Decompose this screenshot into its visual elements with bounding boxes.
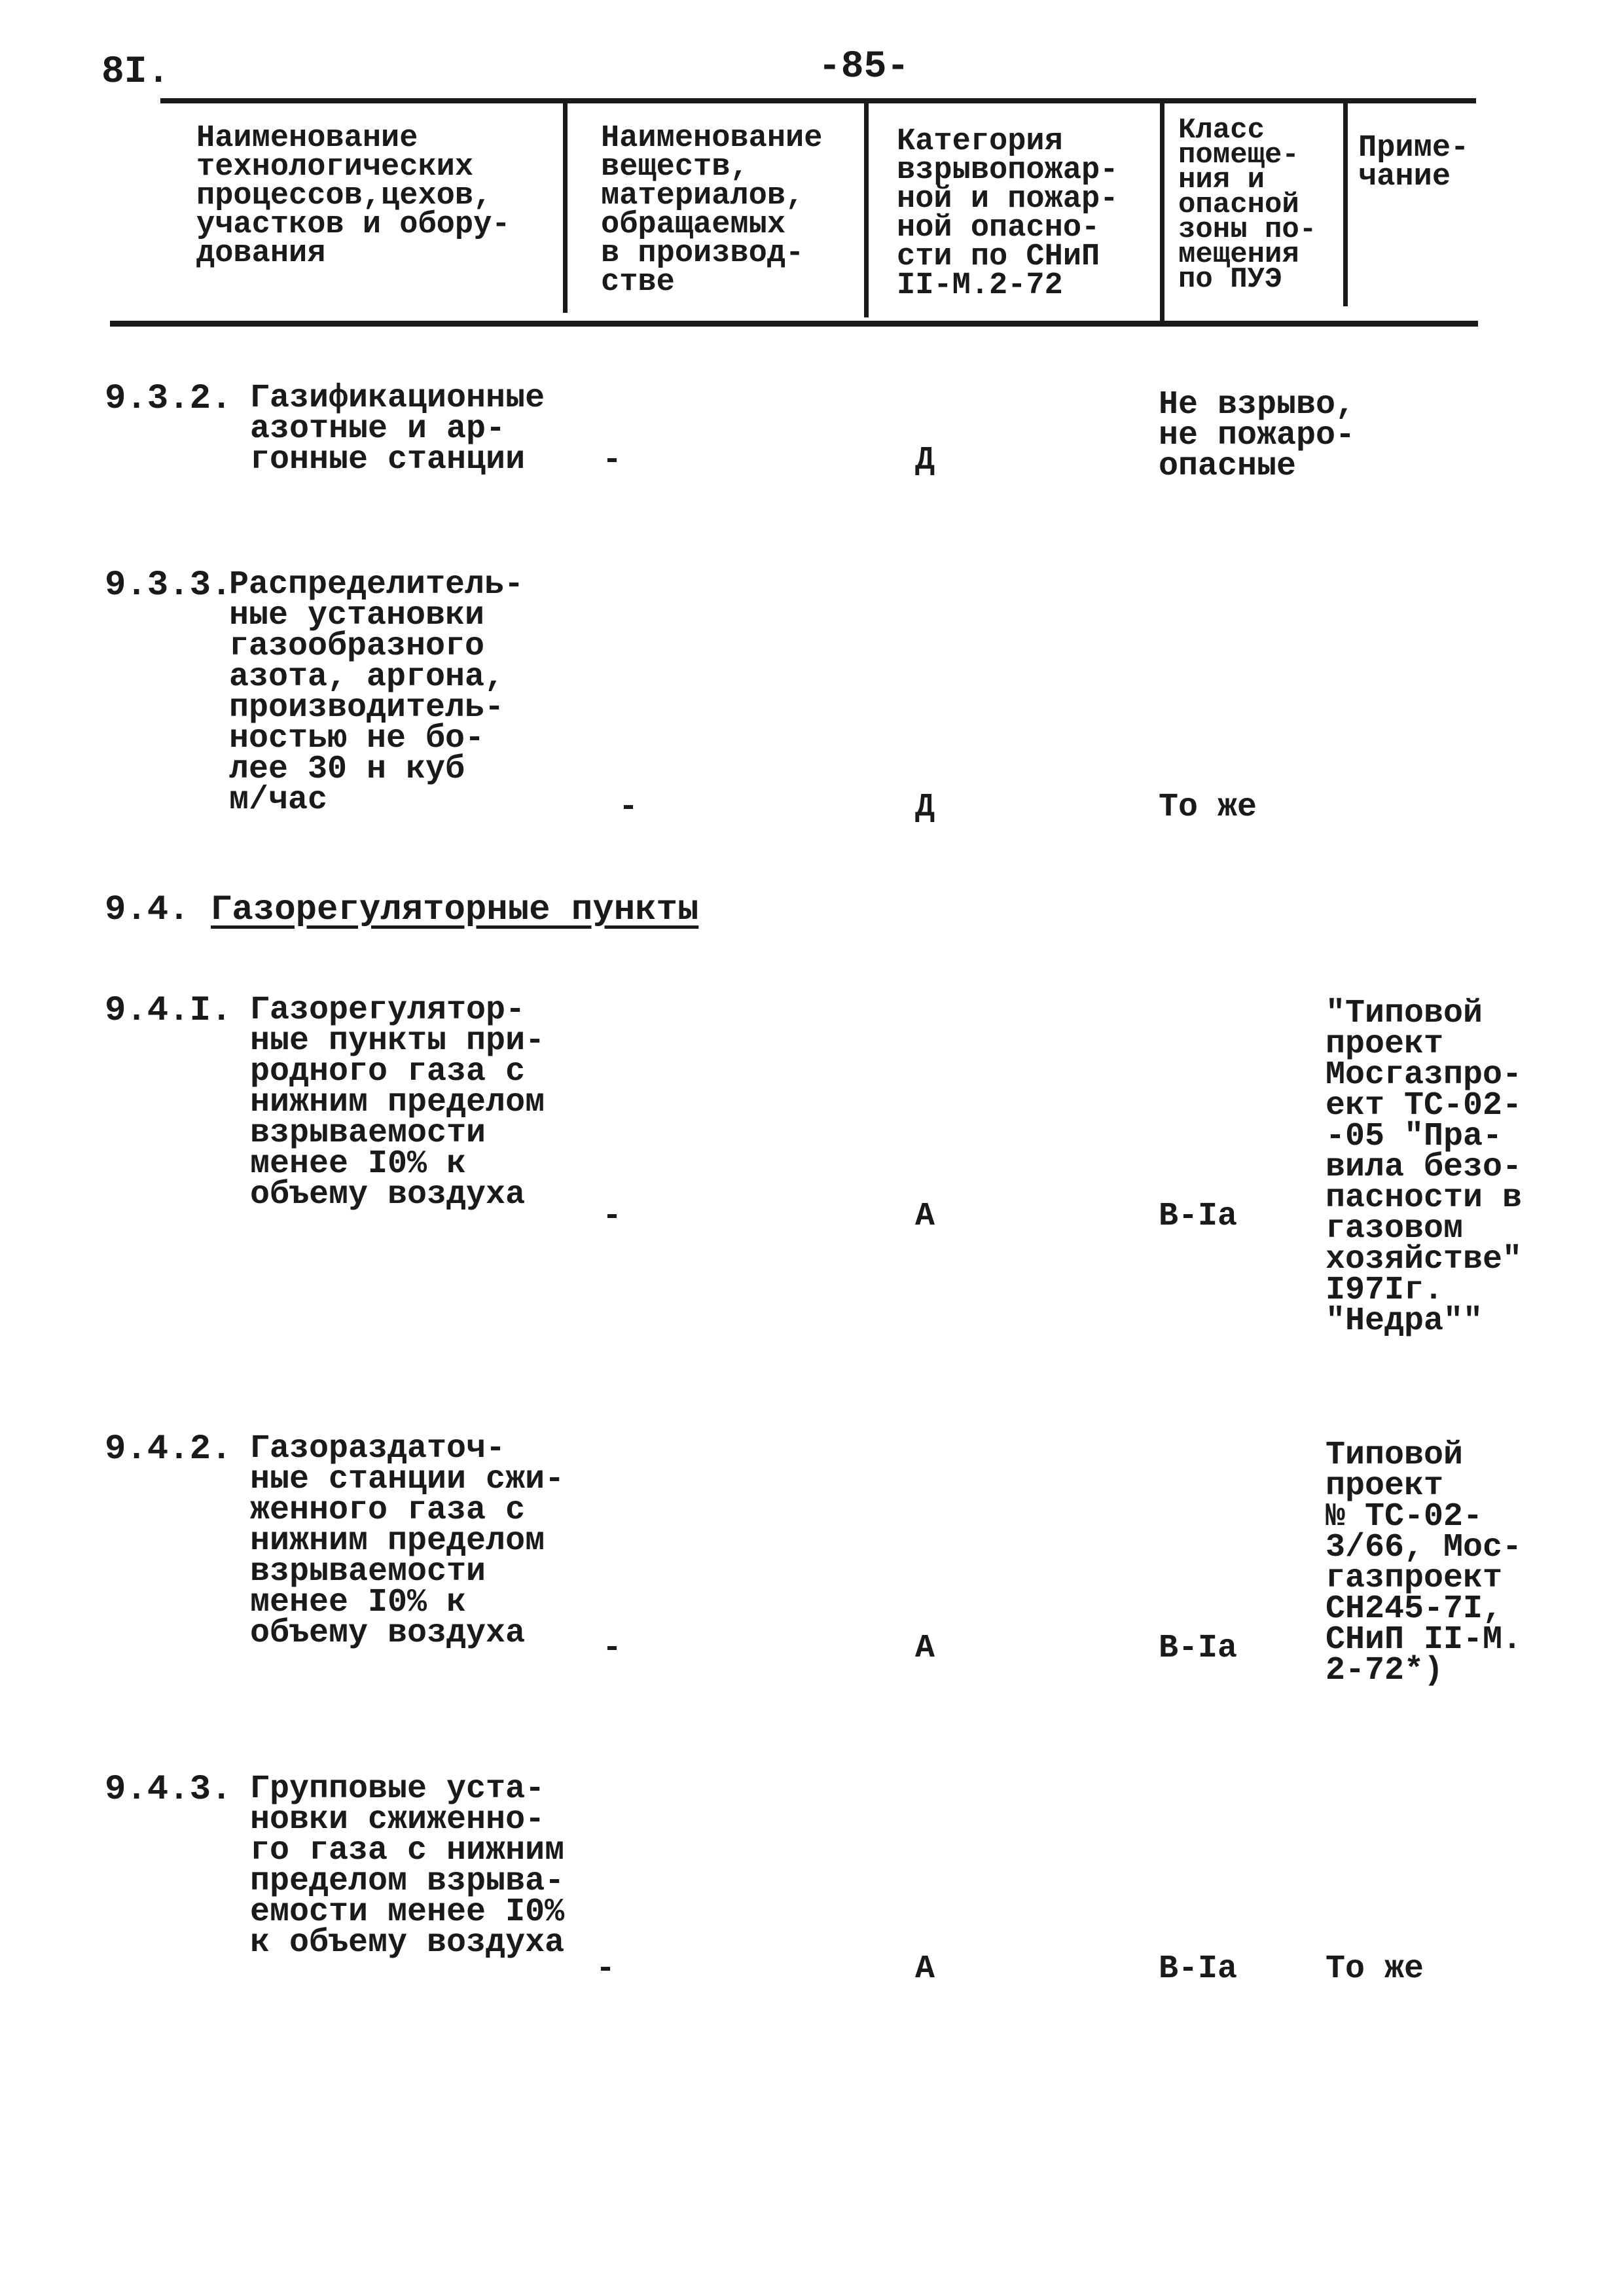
row-substance: - <box>602 1630 623 1667</box>
row-note: То же <box>1326 1950 1424 1988</box>
header-col-note: Приме- чание <box>1358 131 1470 194</box>
row-category: А <box>915 1950 935 1988</box>
header-top-rule <box>160 98 1476 103</box>
header-col-class: Класс помеще- ния и опасной зоны по- мещения по ПУЭ <box>1178 114 1317 296</box>
section-title: Газорегуляторные пункты <box>211 890 699 930</box>
row-substance: - <box>602 1198 623 1235</box>
row-class: В-Iа <box>1159 1950 1238 1988</box>
header-divider-3 <box>1160 101 1164 321</box>
row-substance: - <box>619 789 639 826</box>
header-bottom-rule <box>110 321 1478 327</box>
row-category: Д <box>915 442 935 479</box>
row-substance: - <box>602 442 623 479</box>
row-category: Д <box>915 789 935 826</box>
row-process-name: Распределитель- ные установки газообразного азота, аргона, производитель- ностью не бо- лее 30 н куб м/час <box>229 566 524 819</box>
row-class: То же <box>1159 789 1257 826</box>
row-process-name: Газорегулятор- ные пункты при- родного газа с нижним пределом взрываемости менее I0% к объему воздуха <box>250 992 545 1213</box>
page-number-center: -85- <box>818 46 910 88</box>
row-category: А <box>915 1198 935 1235</box>
row-note: Типовой проект № ТС-02- 3/66, Мос- газпроект СН245-7I, СНиП II-М. 2-72*) <box>1326 1437 1523 1689</box>
row-note: "Типовой проект Мосгазпро- ект ТС-02- -05 "Пра- вила безо- пасности в газовом хозяйстве" I97Iг. "Недра"" <box>1326 995 1523 1340</box>
row-process-name: Групповые уста- новки сжиженно- го газа с нижним пределом взрыва- емости менее I0% к объему воздуха <box>250 1770 565 1962</box>
section-heading <box>105 890 698 930</box>
row-number: 9.4.2. <box>105 1429 232 1469</box>
page-number-left: 8I. <box>101 51 170 94</box>
header-col-substance: Наименование веществ, материалов, обращаемых в производ- стве <box>601 121 823 300</box>
row-number: 9.3.3. <box>105 565 232 605</box>
header-col-process: Наименование технологических процессов,цехов, участков и обору- дования <box>196 121 511 271</box>
row-process-name: Газификационные азотные и ар- гонные станции <box>250 380 545 478</box>
header-col-category: Категория взрывопожар- ной и пожар- ной опасно- сти по СНиП II-М.2-72 <box>897 124 1119 303</box>
row-class: В-Iа <box>1159 1198 1238 1235</box>
row-number: 9.4.3. <box>105 1770 232 1810</box>
section-number: 9.4. <box>105 890 190 930</box>
row-class: В-Iа <box>1159 1630 1238 1667</box>
row-number: 9.4.I. <box>105 991 232 1031</box>
row-process-name: Газораздаточ- ные станции сжи- женного газа с нижним пределом взрываемости менее I0% к объему воздуха <box>250 1430 565 1652</box>
header-divider-2 <box>864 101 869 317</box>
row-class: Не взрыво, не пожаро- опасные <box>1159 386 1356 485</box>
row-number: 9.3.2. <box>105 379 232 419</box>
header-divider-1 <box>563 103 568 313</box>
row-category: А <box>915 1630 935 1667</box>
row-substance: - <box>596 1950 616 1988</box>
header-divider-4 <box>1343 103 1348 306</box>
